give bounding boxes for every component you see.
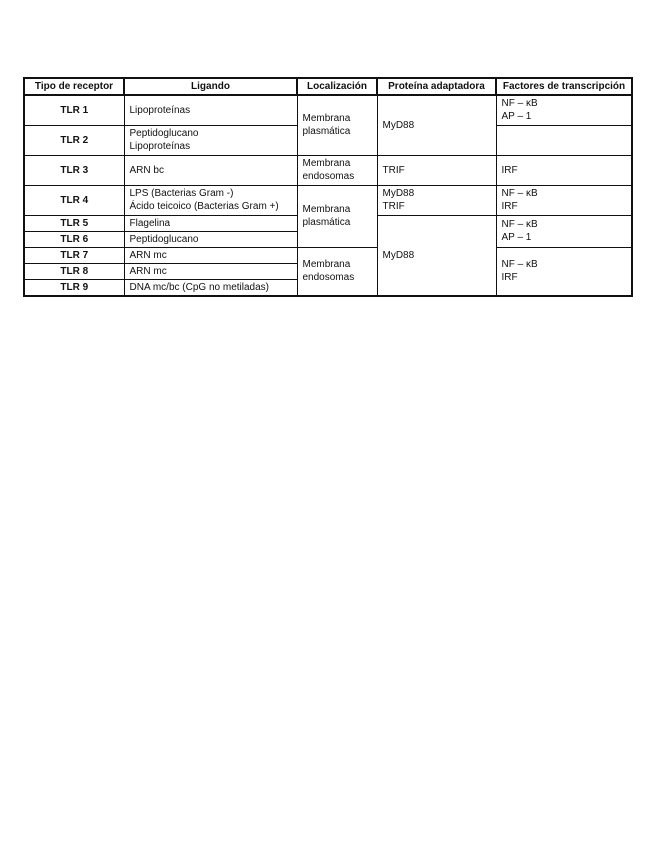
- adaptor-cell: [377, 155, 496, 185]
- localization-cell: [297, 185, 377, 247]
- ligand-cell: [124, 247, 297, 263]
- localization-line: endosomas: [302, 272, 355, 283]
- factor-line: NF – κB: [501, 259, 538, 270]
- adaptor-line: MyD88: [382, 188, 415, 199]
- adaptor-line: MyD88: [382, 249, 415, 261]
- table-header-row: [24, 78, 632, 95]
- receptor-cell: TLR 8: [24, 263, 124, 279]
- ligand-cell: [124, 215, 297, 231]
- ligand-line: ARN mc: [129, 265, 167, 277]
- header-transcription-factors: Factores de transcripción: [496, 78, 632, 95]
- localization-line: plasmática: [302, 126, 351, 138]
- localization-line: endosomas: [302, 171, 355, 182]
- localization-cell: [297, 247, 377, 296]
- ligand-line: LPS (Bacterias Gram -): [129, 188, 234, 199]
- adaptor-line: MyD88: [382, 119, 415, 131]
- factor-line: IRF: [501, 201, 518, 212]
- factors-cell: [496, 95, 632, 125]
- ligand-line: Flagelina: [129, 217, 171, 229]
- localization-line: Membrana: [302, 158, 351, 169]
- ligand-cell: [124, 95, 297, 125]
- adaptor-cell: [377, 95, 496, 155]
- factor-line: IRF: [501, 164, 518, 176]
- ligand-line: ARN mc: [129, 249, 167, 261]
- ligand-cell: [124, 231, 297, 247]
- tlr-table: [23, 77, 633, 297]
- factor-line: NF – κB: [501, 219, 538, 230]
- receptor-cell: TLR 2: [24, 125, 124, 155]
- factors-cell-empty: [496, 125, 632, 155]
- ligand-line: Ácido teicoico (Bacterias Gram +): [129, 201, 279, 212]
- ligand-line: ARN bc: [129, 164, 164, 176]
- header-ligand: Ligando: [124, 78, 297, 95]
- ligand-cell: [124, 155, 297, 185]
- table-row: [24, 185, 632, 215]
- factor-line: NF – κB: [501, 98, 538, 110]
- table-row: [24, 95, 632, 125]
- localization-line: plasmática: [302, 217, 351, 228]
- ligand-line: DNA mc/bc (CpG no metiladas): [129, 281, 269, 293]
- factors-cell: [496, 155, 632, 185]
- localization-cell: [297, 95, 377, 155]
- header-adaptor-protein: Proteína adaptadora: [377, 78, 496, 95]
- table-row: [24, 247, 632, 263]
- adaptor-cell: [377, 185, 496, 215]
- ligand-cell: [124, 185, 297, 215]
- adaptor-line: TRIF: [382, 201, 405, 212]
- ligand-line: Lipoproteínas: [129, 141, 191, 152]
- table-row: [24, 155, 632, 185]
- ligand-cell: [124, 263, 297, 279]
- ligand-cell: [124, 125, 297, 155]
- factors-cell: [496, 247, 632, 296]
- factor-line: IRF: [501, 272, 518, 283]
- receptor-cell: TLR 6: [24, 231, 124, 247]
- factors-cell: [496, 185, 632, 215]
- receptor-cell: TLR 7: [24, 247, 124, 263]
- localization-line: Membrana: [302, 113, 351, 125]
- receptor-cell: TLR 9: [24, 279, 124, 296]
- receptor-cell: TLR 1: [24, 95, 124, 125]
- factor-line: NF – κB: [501, 188, 538, 199]
- localization-line: Membrana: [302, 259, 351, 270]
- ligand-cell: [124, 279, 297, 296]
- factors-cell: [496, 215, 632, 247]
- ligand-line: Peptidoglucano: [129, 128, 199, 139]
- receptor-cell: TLR 4: [24, 185, 124, 215]
- header-receptor-type: Tipo de receptor: [24, 78, 124, 95]
- localization-cell: [297, 155, 377, 185]
- ligand-line: Peptidoglucano: [129, 233, 199, 245]
- factor-line: AP – 1: [501, 111, 532, 123]
- receptor-cell: TLR 5: [24, 215, 124, 231]
- adaptor-cell: [377, 215, 496, 296]
- localization-line: Membrana: [302, 204, 351, 215]
- ligand-line: Lipoproteínas: [129, 104, 191, 116]
- receptor-cell: TLR 3: [24, 155, 124, 185]
- factor-line: AP – 1: [501, 232, 532, 243]
- adaptor-line: TRIF: [382, 164, 405, 176]
- header-localization: Localización: [297, 78, 377, 95]
